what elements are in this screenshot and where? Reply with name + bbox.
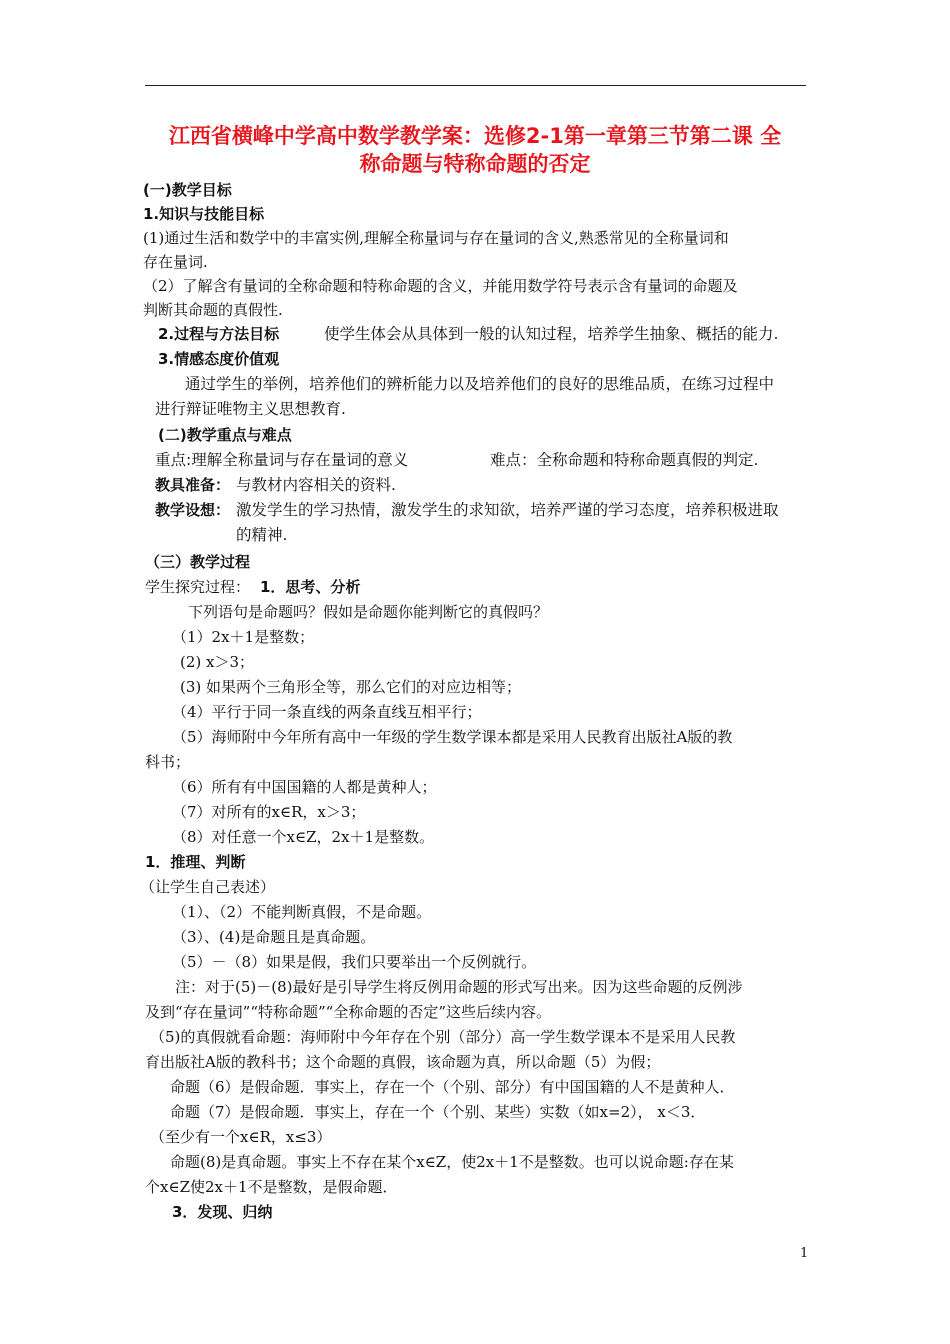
section-heading-process: （三）教学过程	[145, 553, 251, 571]
step-2-note: （让学生自己表述）	[140, 878, 276, 896]
page-title	[140, 122, 810, 178]
list-item: （1）2x＋1是整数；	[172, 628, 315, 646]
design-text: 激发学生的学习热情，激发学生的求知欲，培养严谨的学习态度，培养积极进取	[236, 501, 779, 519]
paragraph: 育出版社A版的教科书；这个命题的真假，该命题为真，所以命题（5）为假；	[145, 1053, 661, 1071]
step-2-heading: 1．推理、判断	[145, 853, 246, 871]
paragraph: 命题（6）是假命题．事实上，存在一个（个别、部分）有中国国籍的人不是黄种人．	[170, 1078, 735, 1096]
explore-label: 学生探究过程：	[145, 578, 251, 596]
paragraph: 个x∈Z使2x＋1不是整数，是假命题．	[145, 1178, 398, 1196]
question: 下列语句是命题吗？假如是命题你能判断它的真假吗？	[188, 603, 549, 621]
paragraph: 使学生体会从具体到一般的认知过程，培养学生抽象、概括的能力.	[324, 325, 779, 343]
paragraph: 判断其命题的真假性.	[143, 301, 283, 319]
section-heading-key-points: (二)教学重点与难点	[158, 426, 292, 444]
note-paragraph: 注：对于(5)－(8)最好是引导学生将反例用命题的形式写出来。因为这些命题的反例涉	[175, 978, 743, 996]
list-item: （4）平行于同一条直线的两条直线互相平行；	[172, 703, 482, 721]
answer-item: （5）－（8）如果是假，我们只要举出一个反例就行。	[172, 953, 537, 971]
list-item: （5）海师附中今年所有高中一年级的学生数学课本都是采用人民教育出版社A版的教	[172, 728, 733, 746]
paragraph: (1)通过生活和数学中的丰富实例,理解全称量词与存在量词的含义,熟悉常见的全称量词和	[143, 229, 729, 247]
paragraph: （至少有一个x∈R，x≤3）	[150, 1128, 332, 1146]
difficulty: 难点：全称命题和特称命题真假的判定.	[490, 451, 759, 469]
list-item: （8）对任意一个x∈Z，2x＋1是整数。	[172, 828, 435, 846]
note-paragraph: 及到“存在量词”“特称命题”“全称命题的否定”这些后续内容。	[145, 1003, 552, 1021]
page-number: 1	[800, 1246, 809, 1261]
subheading-process: 2.过程与方法目标	[158, 325, 280, 343]
paragraph: 进行辩证唯物主义思想教育.	[155, 400, 346, 418]
answer-item: （1）、（2）不能判断真假，不是命题。	[172, 903, 432, 921]
subheading-attitude: 3.情感态度价值观	[158, 350, 280, 368]
paragraph: （5)的真假就看命题：海师附中今年存在个别（部分）高一学生数学课本不是采用人民教	[150, 1028, 736, 1046]
tools-label: 教具准备：	[155, 476, 231, 494]
header-rule	[145, 85, 806, 86]
section-heading-objectives: (一)教学目标	[143, 181, 232, 199]
list-item: 科书；	[145, 753, 191, 771]
title-line-2: 称命题与特称命题的否定	[359, 152, 591, 176]
explore-step: 1．思考、分析	[260, 578, 361, 596]
paragraph: （2）了解含有量词的全称命题和特称命题的含义，并能用数学符号表示含有量词的命题及	[143, 277, 738, 295]
paragraph: 存在量词.	[143, 253, 208, 271]
answer-item: （3）、(4)是命题且是真命题。	[172, 928, 376, 946]
tools-text: 与教材内容相关的资料.	[236, 476, 396, 494]
list-item: (3) 如果两个三角形全等，那么它们的对应边相等；	[180, 678, 522, 696]
paragraph: 通过学生的举例，培养他们的辨析能力以及培养他们的良好的思维品质，在练习过程中	[185, 375, 775, 393]
step-3-heading: 3．发现、归纳	[172, 1203, 273, 1221]
paragraph: 命题（7）是假命题．事实上，存在一个（个别、某些）实数（如x=2）， x＜3．	[170, 1103, 706, 1121]
title-line-1: 江西省横峰中学高中数学教学案：选修2-1第一章第三节第二课 全	[168, 124, 782, 148]
list-item: （6）所有有中国国籍的人都是黄种人；	[172, 778, 437, 796]
design-text: 的精神.	[236, 526, 288, 544]
design-label: 教学设想：	[155, 501, 231, 519]
paragraph: 命题(8)是真命题。事实上不存在某个x∈Z，使2x＋1不是整数。也可以说命题:存在某	[170, 1153, 734, 1171]
key-point: 重点:理解全称量词与存在量词的意义	[155, 451, 409, 469]
subheading-knowledge: 1.知识与技能目标	[143, 205, 265, 223]
list-item: (2) x＞3；	[180, 653, 255, 671]
list-item: （7）对所有的x∈R，x＞3；	[172, 803, 366, 821]
